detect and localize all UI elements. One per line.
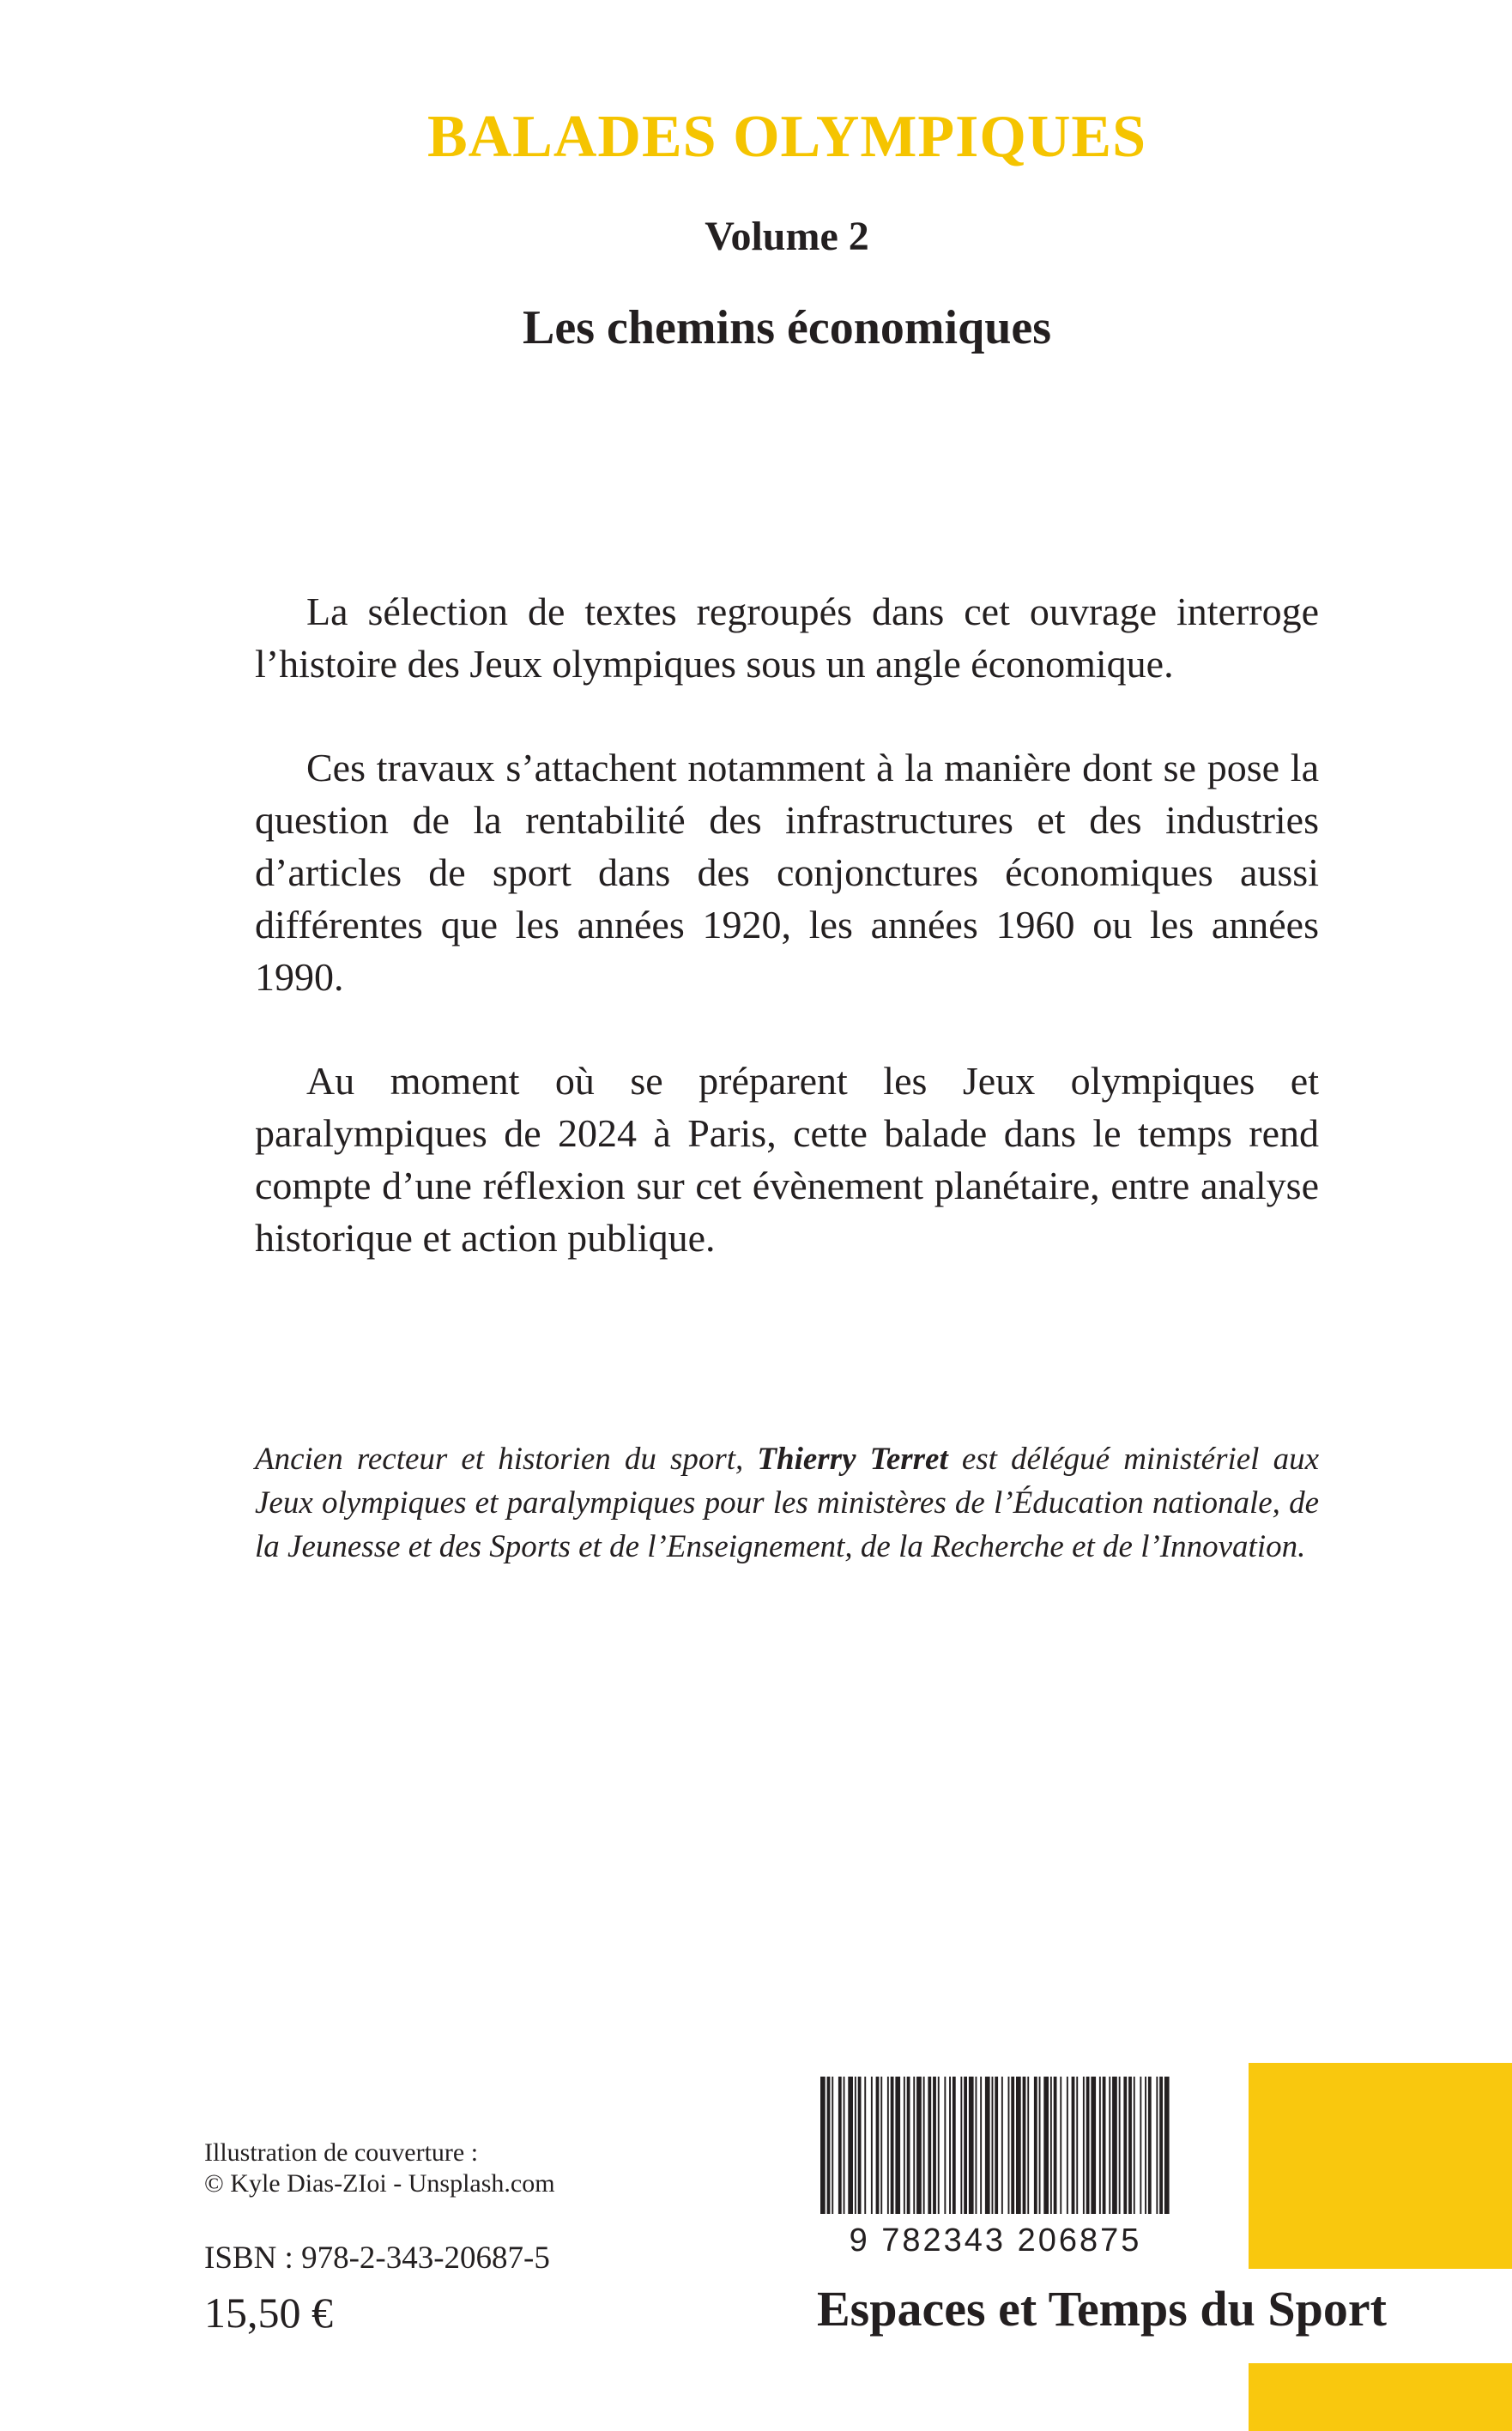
cover-credit: [204, 2138, 555, 2199]
barcode-bar: [1159, 2077, 1163, 2214]
barcode-bar: [953, 2077, 956, 2214]
barcode-bar: [891, 2077, 894, 2214]
barcode-bar: [960, 2077, 962, 2214]
barcode-bar: [858, 2077, 862, 2214]
barcode-bar: [907, 2077, 910, 2214]
barcode-bar: [1128, 2077, 1132, 2214]
barcode-bar: [820, 2077, 826, 2214]
barcode-bar: [838, 2077, 842, 2214]
barcode-bar: [887, 2077, 889, 2214]
barcode-bar: [895, 2077, 900, 2214]
barcode-bar: [880, 2077, 882, 2214]
barcode-bar: [964, 2077, 967, 2214]
barcode-bar: [1083, 2077, 1085, 2214]
barcode-bar: [1091, 2077, 1096, 2214]
barcode-bar: [1140, 2077, 1141, 2214]
barcode-bar: [1112, 2077, 1117, 2214]
barcode-bar: [1011, 2077, 1014, 2214]
barcode-bar: [1008, 2077, 1010, 2214]
author-name: Thierry Terret: [757, 1442, 948, 1477]
barcode-bar: [985, 2077, 990, 2214]
barcode-bar: [832, 2077, 833, 2214]
barcode-bar: [1103, 2077, 1106, 2214]
credit-label: Illustration de couverture :: [204, 2138, 479, 2167]
barcode-bar: [1043, 2077, 1049, 2214]
isbn: ISBN : 978-2-343-20687-5: [204, 2241, 550, 2276]
book-subtitle: Les chemins économiques: [523, 301, 1051, 354]
barcode-bar: [1123, 2077, 1127, 2214]
barcode-bar: [855, 2077, 856, 2214]
barcode-bar: [1034, 2077, 1037, 2214]
barcode-bar: [1156, 2077, 1158, 2214]
author-bio: [255, 1437, 1319, 1569]
barcode-bar: [949, 2077, 951, 2214]
barcode-bar: [928, 2077, 931, 2214]
barcode-bar: [871, 2077, 873, 2214]
book-title: BALADES OLYMPIQUES: [426, 104, 1147, 170]
barcode-bars: [820, 2077, 1170, 2214]
barcode-bar: [1001, 2077, 1003, 2214]
barcode-bar: [864, 2077, 866, 2214]
barcode-bar: [1072, 2077, 1075, 2214]
summary-paragraph: La sélection de textes regroupés dans cet ouvrage interroge l’histoire des Jeux olympiques sous un angle économique.: [255, 590, 1319, 686]
barcode-bar: [944, 2077, 946, 2214]
barcode-bar: [1148, 2077, 1152, 2214]
yellow-band-top: [1249, 2063, 1512, 2269]
barcode-bar: [1109, 2077, 1110, 2214]
barcode-bar: [1067, 2077, 1068, 2214]
barcode-digits: 9 782343 206875: [849, 2222, 1142, 2257]
barcode-bar: [992, 2077, 994, 2214]
summary-paragraph: Au moment où se préparent les Jeux olympiques et paralympiques de 2024 à Paris, cette balade dans le temps rend compte d’une réflexion sur cet évènement planétaire, entre analyse historique et action publique.: [255, 1059, 1319, 1260]
barcode-bar: [827, 2077, 831, 2214]
barcode-bar: [848, 2077, 853, 2214]
bio-intro: Ancien recteur et historien du sport,: [255, 1442, 758, 1477]
barcode-bar: [1054, 2077, 1057, 2214]
barcode-bar: [1099, 2077, 1101, 2214]
barcode-bar: [933, 2077, 936, 2214]
barcode-bar: [1039, 2077, 1041, 2214]
barcode-bar: [923, 2077, 925, 2214]
barcode-bar: [980, 2077, 982, 2214]
volume-label: Volume 2: [705, 214, 869, 259]
barcode-bar: [1145, 2077, 1146, 2214]
barcode: [815, 2077, 1176, 2257]
barcode-bar: [916, 2077, 922, 2214]
price: 15,50 €: [204, 2289, 333, 2337]
barcode-bar: [1016, 2077, 1021, 2214]
barcode-bar: [938, 2077, 940, 2214]
barcode-bar: [913, 2077, 915, 2214]
summary-text: [255, 585, 1319, 1315]
summary-paragraph: Ces travaux s’attachent notamment à la manière dont se pose la question de la rentabilité des infrastructures et des industries d’articles de sport dans des conjonctures économiques aussi différentes que les années 1920, les années 1960 ou les années 1990.: [255, 746, 1319, 999]
barcode-bar: [1164, 2077, 1170, 2214]
barcode-bar: [844, 2077, 845, 2214]
barcode-bar: [1119, 2077, 1121, 2214]
barcode-bar: [1050, 2077, 1052, 2214]
barcode-bar: [1076, 2077, 1078, 2214]
barcode-bar: [1086, 2077, 1090, 2214]
bio-rest: est délégué ministériel aux Jeux olympiques et paralympiques pour les ministères de l’Éducation nationale, de la Jeunesse et des Sports et de l’Enseignement, de la Recherche et de l’Innovation.: [255, 1442, 1319, 1564]
barcode-bar: [876, 2077, 880, 2214]
barcode-bar: [1060, 2077, 1061, 2214]
barcode-bar: [976, 2077, 977, 2214]
barcode-bar: [969, 2077, 974, 2214]
barcode-bar: [904, 2077, 905, 2214]
barcode-bar: [1134, 2077, 1135, 2214]
yellow-band-bottom: [1249, 2363, 1512, 2431]
series-name: Espaces et Temps du Sport: [817, 2281, 1387, 2337]
barcode-bar: [1023, 2077, 1026, 2214]
barcode-bar: [995, 2077, 998, 2214]
barcode-bar: [1027, 2077, 1029, 2214]
credit-source: © Kyle Dias-ZIoi - Unsplash.com: [204, 2169, 555, 2198]
